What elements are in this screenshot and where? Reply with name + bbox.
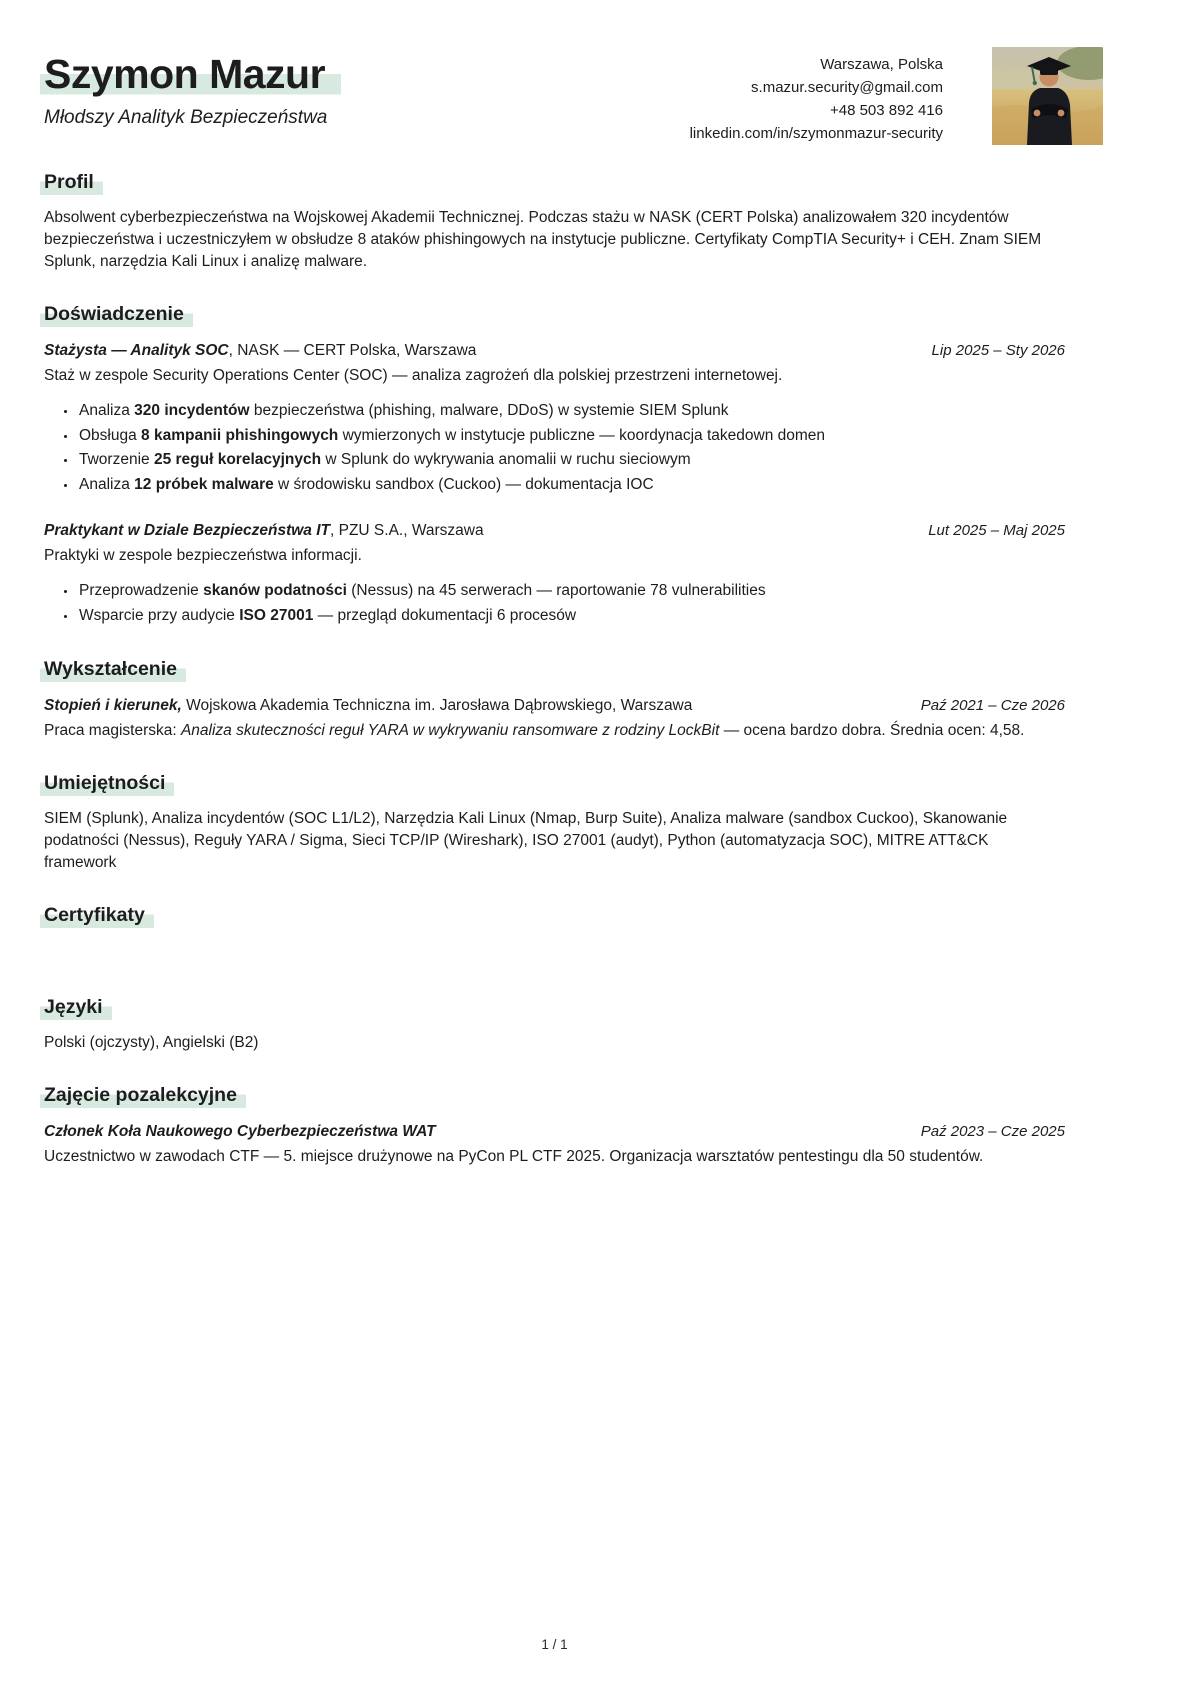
education-heading: Wykształcenie [40, 656, 186, 682]
bullet-text: bezpieczeństwa (phishing, malware, DDoS) w systemie SIEM Splunk [249, 402, 729, 419]
activities-heading: Zajęcie pozalekcyjne [40, 1082, 246, 1108]
experience-entry [44, 339, 1065, 497]
education-title [44, 694, 692, 717]
bullet-text-emphasis: 25 reguł korelacyjnych [153, 451, 322, 468]
languages-text: Polski (ojczysty), Angielski (B2) [44, 1034, 259, 1051]
contact-location: Warszawa, Polska [820, 56, 943, 73]
graduation-photo-illustration [992, 47, 1103, 145]
contact-linkedin: linkedin.com/in/szymonmazur-security [689, 125, 943, 142]
thesis-line [44, 719, 1065, 742]
job-summary: Praktyki w zespole bezpieczeństwa informacji. [44, 547, 362, 564]
page-title [44, 50, 690, 98]
education-date: Paź 2021 – Cze 2026 [920, 697, 1065, 714]
experience-heading: Doświadczenie [40, 301, 193, 327]
profile-photo [992, 47, 1103, 145]
page-number: 1 / 1 [541, 1637, 568, 1652]
bullet-text: w Splunk do wykrywania anomalii w ruchu sieciowym [321, 451, 691, 468]
bullet-text: Obsługa [79, 426, 142, 444]
bullet-text: Wsparcie przy audycie [79, 606, 240, 624]
bullet-text: Analiza [79, 475, 135, 493]
section-languages [44, 994, 1065, 1054]
bullet-text: w środowisku sandbox (Cuckoo) — dokumentacja IOC [273, 475, 654, 493]
job-title-emphasis: Stażysta — Analityk SOC [44, 342, 229, 359]
section-education [44, 656, 1065, 742]
section-profile [44, 169, 1065, 273]
section-experience [44, 301, 1065, 628]
job-bullet-list [44, 399, 1065, 497]
bullet-text-emphasis: 8 kampanii phishingowych [141, 426, 339, 444]
activity-entry [44, 1120, 1065, 1168]
bullet-item [77, 399, 1065, 424]
section-activities [44, 1082, 1065, 1168]
skills-heading: Umiejętności [40, 770, 174, 796]
job-bullet-list [44, 579, 1065, 628]
bullet-text-emphasis: 320 incydentów [134, 402, 250, 419]
thesis-title: Analiza skuteczności reguł YARA w wykrywaniu ransomware z rodziny LockBit [180, 722, 720, 739]
entry-header [44, 339, 1065, 362]
bullet-item [77, 448, 1065, 473]
candidate-role: Młodszy Analityk Bezpieczeństwa [44, 107, 328, 128]
section-certificates [44, 902, 1065, 966]
header [44, 44, 1065, 145]
bullet-item [77, 424, 1065, 449]
experience-entry [44, 519, 1065, 628]
job-date: Lip 2025 – Sty 2026 [931, 342, 1065, 359]
section-skills [44, 770, 1065, 874]
job-title [44, 339, 476, 362]
bullet-text-emphasis: skanów podatności [203, 582, 347, 599]
bullet-text: (Nessus) na 45 serwerach — raportowanie 78 vulnerabilities [346, 582, 766, 599]
entry-header [44, 1120, 1065, 1143]
contact-email: s.mazur.security@gmail.com [751, 79, 943, 96]
profile-heading: Profil [40, 169, 103, 195]
activity-title-emphasis: Członek Koła Naukowego Cyberbezpieczeństwa WAT [44, 1123, 436, 1140]
job-title-rest: , PZU S.A., Warszawa [330, 522, 484, 539]
job-summary: Staż w zespole Security Operations Center (SOC) — analiza zagrożeń dla polskiej przestrzeni internetowej. [44, 367, 783, 384]
contact-info [690, 53, 943, 145]
education-title-rest: Wojskowa Akademia Techniczna im. Jarosława Dąbrowskiego, Warszawa [181, 697, 693, 714]
bullet-text: Tworzenie [79, 451, 154, 468]
header-identity [44, 44, 690, 129]
bullet-text: wymierzonych w instytucje publiczne — koordynacja takedown domen [338, 426, 826, 444]
bullet-text: — przegląd dokumentacji 6 procesów [313, 606, 577, 624]
activity-date: Paź 2023 – Cze 2025 [920, 1123, 1065, 1140]
bullet-text-emphasis: 12 próbek malware [134, 475, 274, 493]
languages-heading: Języki [40, 994, 112, 1020]
entry-header [44, 694, 1065, 717]
contact-phone: +48 503 892 416 [829, 102, 943, 119]
bullet-text-emphasis: ISO 27001 [239, 606, 314, 624]
job-title-rest: , NASK — CERT Polska, Warszawa [228, 342, 477, 359]
bullet-item [77, 604, 1065, 629]
bullet-item [77, 473, 1065, 498]
job-title [44, 519, 484, 542]
certificates-empty [44, 940, 1065, 966]
profile-text: Absolwent cyberbezpieczeństwa na Wojskowej Akademii Technicznej. Podczas stażu w NASK (CERT Polska) analizowałem 320 incydentów bezpieczeństwa i uczestniczyłem w obsłudze 8 ataków phishingowych na instytucje publiczne. Certyfikaty CompTIA Security+ i CEH. Znam SIEM Splunk, narzędzia Kali Linux i analizę malware. [44, 209, 1042, 270]
thesis-label: Praca magisterska: [44, 722, 181, 739]
candidate-name: Szymon Mazur [40, 50, 341, 98]
activity-text: Uczestnictwo w zawodach CTF — 5. miejsce drużynowe na PyCon PL CTF 2025. Organizacja warsztatów pentestingu dla 50 studentów. [44, 1148, 984, 1165]
bullet-item [77, 579, 1065, 604]
bullet-text: Przeprowadzenie [79, 582, 204, 599]
activity-title [44, 1120, 436, 1143]
job-title-emphasis: Praktykant w Dziale Bezpieczeństwa IT [44, 522, 330, 539]
education-entry [44, 694, 1065, 742]
job-date: Lut 2025 – Maj 2025 [928, 522, 1065, 539]
thesis-grade: — ocena bardzo dobra. Średnia ocen: 4,58. [719, 722, 1025, 739]
certificates-heading: Certyfikaty [40, 902, 154, 928]
education-title-emphasis: Stopień i kierunek, [44, 697, 182, 714]
bullet-text: Analiza [79, 402, 135, 419]
entry-header [44, 519, 1065, 542]
skills-text: SIEM (Splunk), Analiza incydentów (SOC L1/L2), Narzędzia Kali Linux (Nmap, Burp Suite), Analiza malware (sandbox Cuckoo), Skanowanie podatności (Nessus), Reguły YARA / Sigma, Sieci TCP/IP (Wireshark), ISO 27001 (audyt), Python (automatyzacja SOC), MITRE ATT&CK framework [44, 810, 1008, 871]
